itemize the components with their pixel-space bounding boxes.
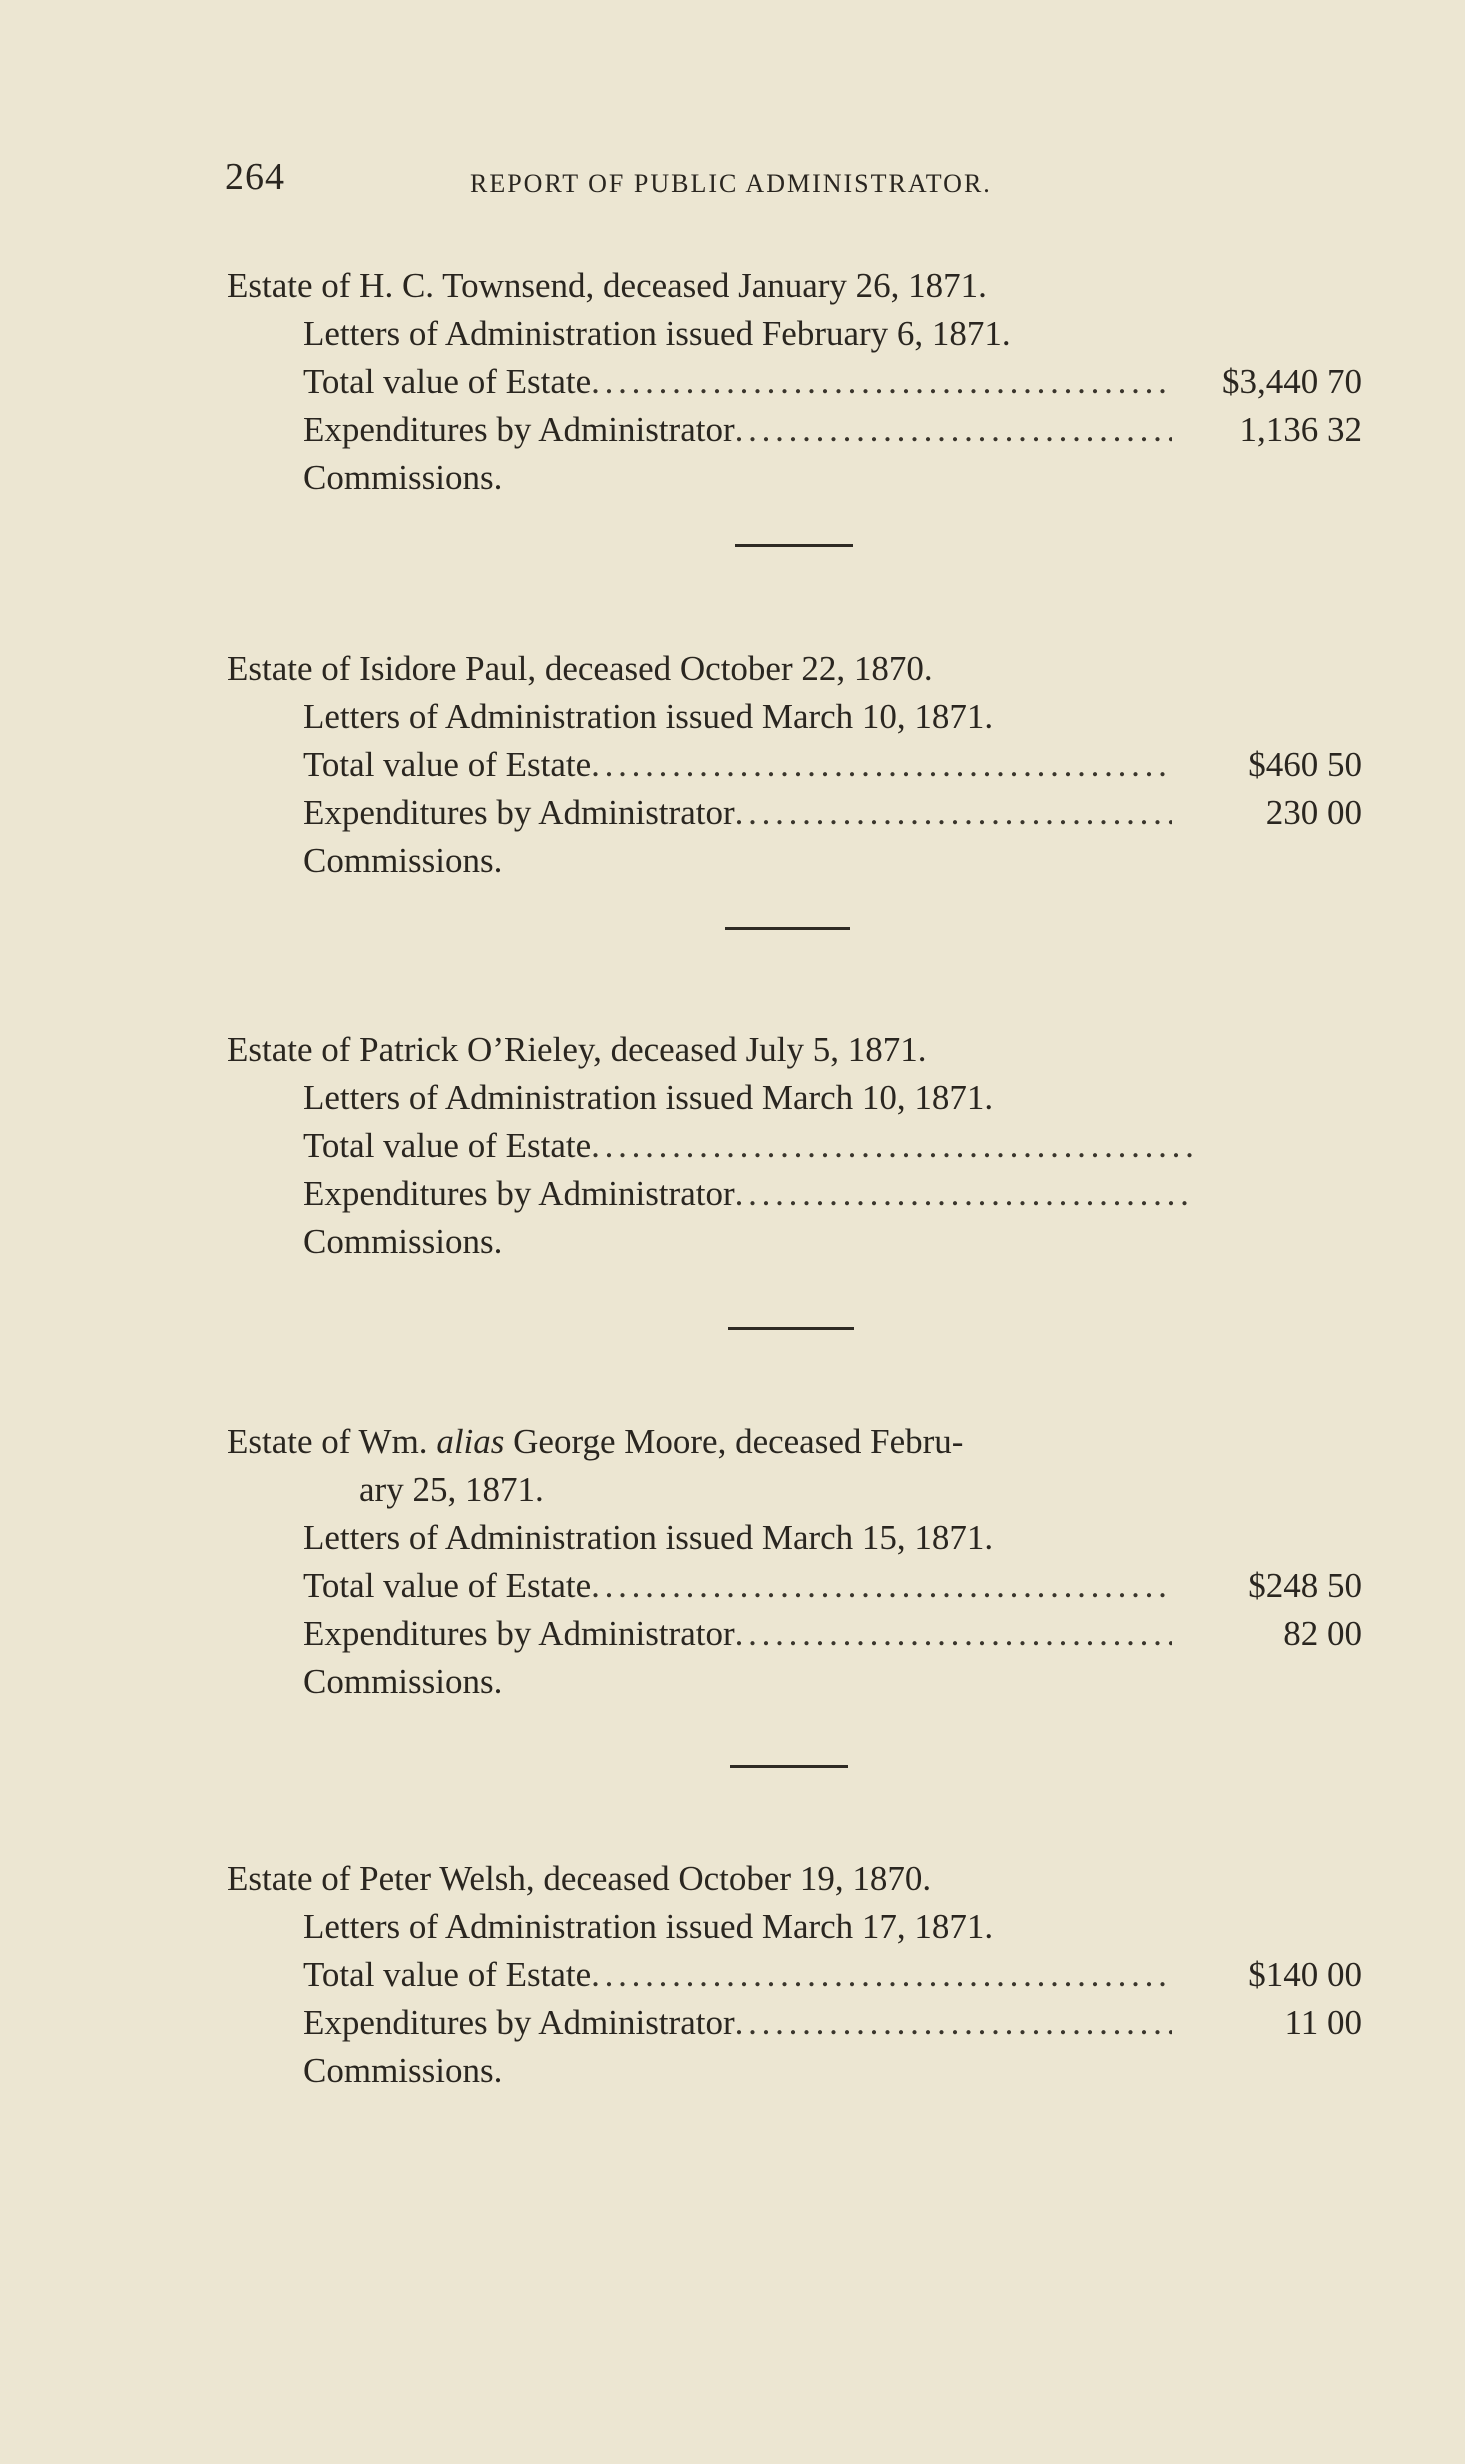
total-value-label: Total value of Estate <box>303 1126 592 1165</box>
page-number: 264 <box>225 156 285 198</box>
estate-entry-orieley <box>227 1026 1362 1266</box>
expenditures-amount: 1,136 32 <box>1239 410 1362 449</box>
expenditures-row <box>227 1610 1362 1658</box>
entry-heading: Estate of H. C. Townsend, deceased January 26, 1871. <box>227 266 987 305</box>
heading-text: George Moore, deceased Febru- <box>504 1422 964 1461</box>
section-divider <box>728 1327 854 1330</box>
running-title: REPORT OF PUBLIC ADMINISTRATOR. <box>470 169 992 198</box>
entry-commissions: Commissions. <box>303 2051 503 2090</box>
expenditures-label: Expenditures by Administrator <box>303 793 735 832</box>
expenditures-amount: 11 00 <box>1284 2003 1362 2042</box>
expenditures-label: Expenditures by Administrator <box>303 1614 735 1653</box>
total-value-amount: $248 50 <box>1248 1566 1362 1605</box>
dot-leader <box>591 358 1172 406</box>
dot-leader <box>735 789 1172 837</box>
dot-leader <box>591 1951 1172 1999</box>
entry-commissions: Commissions. <box>303 841 503 880</box>
estate-entry-paul <box>227 645 1362 885</box>
estate-entry-townsend <box>227 262 1362 502</box>
total-value-amount: $3,440 70 <box>1222 362 1362 401</box>
expenditures-amount: 230 00 <box>1265 793 1362 832</box>
expenditures-row <box>227 1170 1362 1218</box>
total-value-amount: $140 00 <box>1248 1955 1362 1994</box>
dot-leader <box>735 1170 1194 1218</box>
total-value-row <box>227 1122 1362 1170</box>
expenditures-row <box>227 406 1362 454</box>
expenditures-label: Expenditures by Administrator <box>303 410 735 449</box>
expenditures-amount: 82 00 <box>1283 1614 1362 1653</box>
entry-letters: Letters of Administration issued March 10, 1871. <box>303 697 994 736</box>
total-value-label: Total value of Estate <box>303 1955 592 1994</box>
total-value-row <box>227 741 1362 789</box>
entry-heading-continuation: ary 25, 1871. <box>359 1470 544 1509</box>
heading-text: Estate of Wm. <box>227 1422 437 1461</box>
total-value-row <box>227 1951 1362 1999</box>
dot-leader <box>735 1610 1172 1658</box>
entry-heading: Estate of Isidore Paul, deceased October 22, 1870. <box>227 649 933 688</box>
dot-leader <box>735 1999 1172 2047</box>
total-value-row <box>227 1562 1362 1610</box>
dot-leader <box>735 406 1172 454</box>
entry-commissions: Commissions. <box>303 1662 503 1701</box>
expenditures-row <box>227 1999 1362 2047</box>
expenditures-label: Expenditures by Administrator <box>303 1174 735 1213</box>
dot-leader <box>591 741 1172 789</box>
total-value-row <box>227 358 1362 406</box>
expenditures-label: Expenditures by Administrator <box>303 2003 735 2042</box>
estate-entry-welsh <box>227 1855 1362 2095</box>
estate-entry-moore <box>227 1418 1362 1706</box>
section-divider <box>730 1765 848 1768</box>
total-value-label: Total value of Estate <box>303 1566 592 1605</box>
entry-heading: Estate of Patrick O’Rieley, deceased July 5, 1871. <box>227 1030 927 1069</box>
entry-letters: Letters of Administration issued March 15, 1871. <box>303 1518 994 1557</box>
entry-letters: Letters of Administration issued February 6, 1871. <box>303 314 1011 353</box>
total-value-label: Total value of Estate <box>303 745 592 784</box>
dot-leader <box>591 1562 1172 1610</box>
page-header <box>225 155 1365 215</box>
dot-leader <box>591 1122 1194 1170</box>
expenditures-row <box>227 789 1362 837</box>
entry-heading <box>227 1418 1362 1466</box>
entry-commissions: Commissions. <box>303 458 503 497</box>
total-value-amount: $460 50 <box>1248 745 1362 784</box>
section-divider <box>725 927 850 930</box>
total-value-label: Total value of Estate <box>303 362 592 401</box>
entry-commissions: Commissions. <box>303 1222 503 1261</box>
section-divider <box>735 544 853 547</box>
entry-letters: Letters of Administration issued March 17, 1871. <box>303 1907 994 1946</box>
entry-heading: Estate of Peter Welsh, deceased October 19, 1870. <box>227 1859 932 1898</box>
heading-italic-text: alias <box>436 1422 505 1461</box>
entry-letters: Letters of Administration issued March 10, 1871. <box>303 1078 994 1117</box>
